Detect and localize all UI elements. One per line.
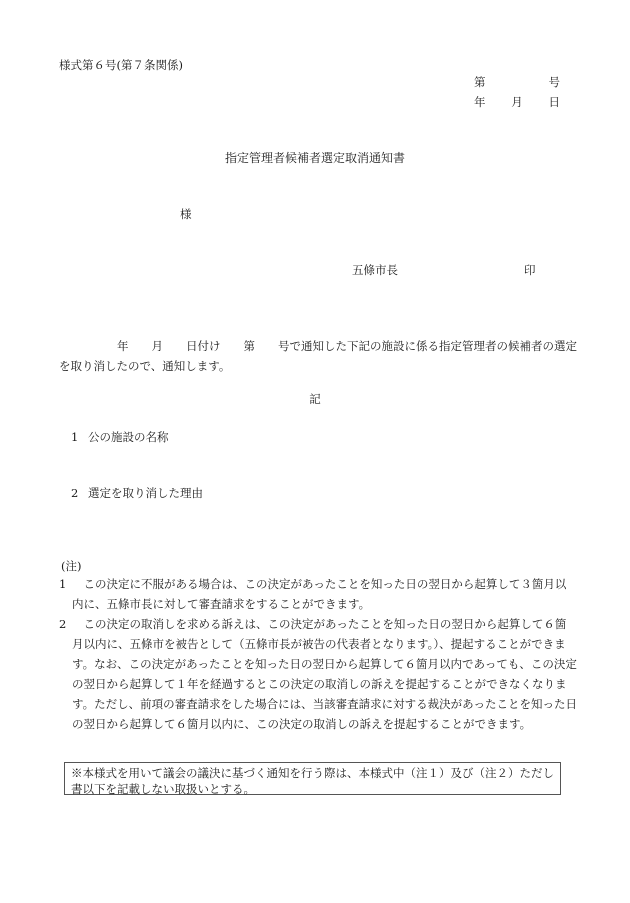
date-day: 日 [548, 95, 560, 109]
date-year: 年 [474, 95, 486, 109]
note-number: 2 [59, 617, 67, 631]
document-title: 指定管理者候補者選定取消通知書 [224, 151, 405, 165]
item-label: 選定を取り消した理由 [88, 486, 203, 500]
item-number: 1 [71, 430, 79, 444]
note-text: この決定の取消しを求める訴えは、この決定があったことを知った日の翌日から起算して６箇月以内に、五條市を被告として（五條市長が被告の代表者となります。）、提起することができます。なお、この決定があったことを知った日の翌日から起算して６箇月以内であっても、この決定の翌日から起算して１年を経過するとこの決定の取消しの訴えを提起することができなくなります。ただし、前項の審査請求をした場合には、当該審査請求に対する裁決があったことを知った日の翌日から起算して６箇月以内に、この決定の取消しの訴えを提起することができます。 [72, 617, 577, 731]
number-prefix: 第 [474, 75, 486, 89]
number-suffix: 号 [548, 75, 560, 89]
document-date [474, 97, 560, 109]
boxed-note: ※本様式を用いて議会の議決に基づく通知を行う際は、本様式中（注１）及び（注２）ただし書以下を記載しない取扱いとする。 [64, 762, 561, 795]
item-facility-name [71, 432, 169, 444]
date-month: 月 [511, 95, 523, 109]
sender-name: 五條市長 [352, 263, 398, 277]
note-item [59, 574, 577, 614]
document-number [474, 77, 560, 89]
item-label: 公の施設の名称 [88, 430, 169, 444]
notes-heading: (注) [61, 559, 82, 573]
form-number-label: 様式第６号(第７条関係) [59, 58, 183, 72]
item-cancel-reason [71, 488, 203, 500]
addressee-suffix: 様 [180, 207, 192, 221]
note-number: 1 [59, 577, 67, 591]
ki-heading: 記 [309, 392, 321, 406]
item-number: 2 [71, 486, 79, 500]
notes-list [59, 574, 577, 734]
body-paragraph: 年 月 日付け 第 号で通知した下記の施設に係る指定管理者の候補者の選定を取り消したので、通知します。 [59, 339, 577, 373]
seal-mark: 印 [524, 263, 536, 277]
note-item [59, 614, 577, 734]
note-text: この決定に不服がある場合は、この決定があったことを知った日の翌日から起算して３箇月以内に、五條市長に対して審査請求をすることができます。 [72, 577, 567, 611]
